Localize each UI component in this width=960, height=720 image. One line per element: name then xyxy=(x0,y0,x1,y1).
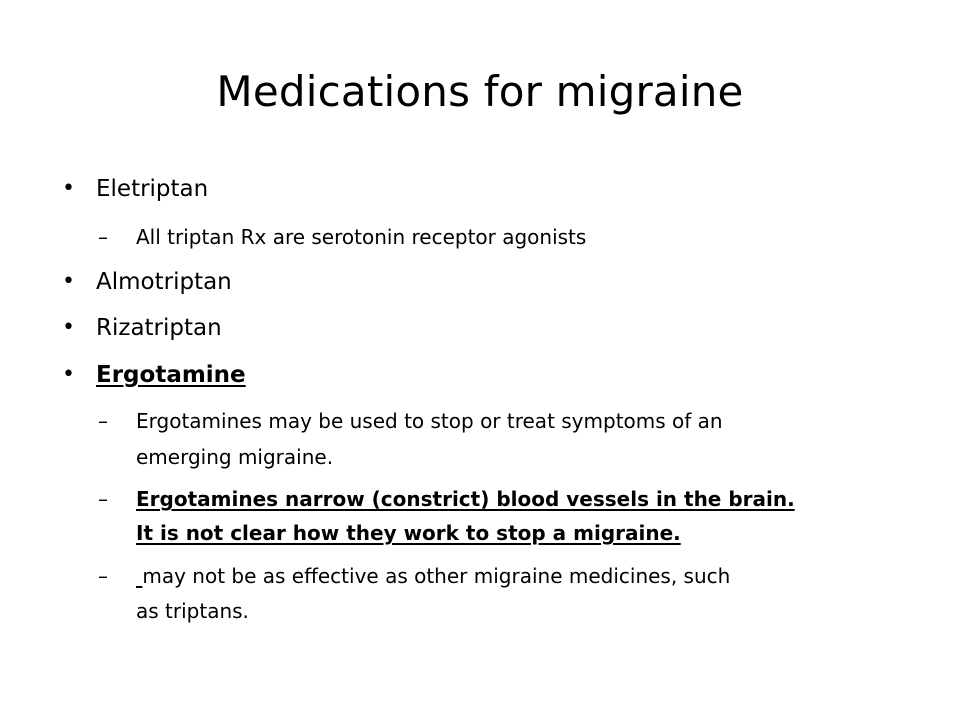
sub-item-ergotamine-mechanism-line-1: Ergotamines narrow (constrict) blood vessels in the brain. xyxy=(136,487,795,511)
bullet-item-almotriptan: Almotriptan xyxy=(96,269,232,295)
bullet-item-rizatriptan: Rizatriptan xyxy=(96,315,222,341)
dash-icon: – xyxy=(98,225,108,249)
dash-icon: – xyxy=(98,487,108,511)
sub-item-ergotamine-mechanism-line-2: It is not clear how they work to stop a migraine. xyxy=(136,521,681,545)
bullet-item-eletriptan: Eletriptan xyxy=(96,176,209,202)
bullet-icon: • xyxy=(62,176,75,201)
sub-item-ergotamine-use-line-2: emerging migraine. xyxy=(136,445,334,469)
effectiveness-text: may not be as effective as other migraine medicines, such xyxy=(142,564,731,588)
dash-icon: – xyxy=(98,409,108,433)
bullet-icon: • xyxy=(62,315,75,340)
sub-item-ergotamine-effectiveness-line-2: as triptans. xyxy=(136,599,249,623)
bullet-icon: • xyxy=(62,362,75,387)
sub-item-ergotamine-use-line-1: Ergotamines may be used to stop or treat symptoms of an xyxy=(136,409,723,433)
dash-icon: – xyxy=(98,564,108,588)
slide-title: Medications for migraine xyxy=(216,67,744,116)
bullet-icon: • xyxy=(62,269,75,294)
sub-item-triptan-agonists: All triptan Rx are serotonin receptor agonists xyxy=(136,225,587,249)
bullet-item-ergotamine: Ergotamine xyxy=(96,362,246,388)
sub-item-ergotamine-effectiveness-line-1 xyxy=(136,563,730,589)
